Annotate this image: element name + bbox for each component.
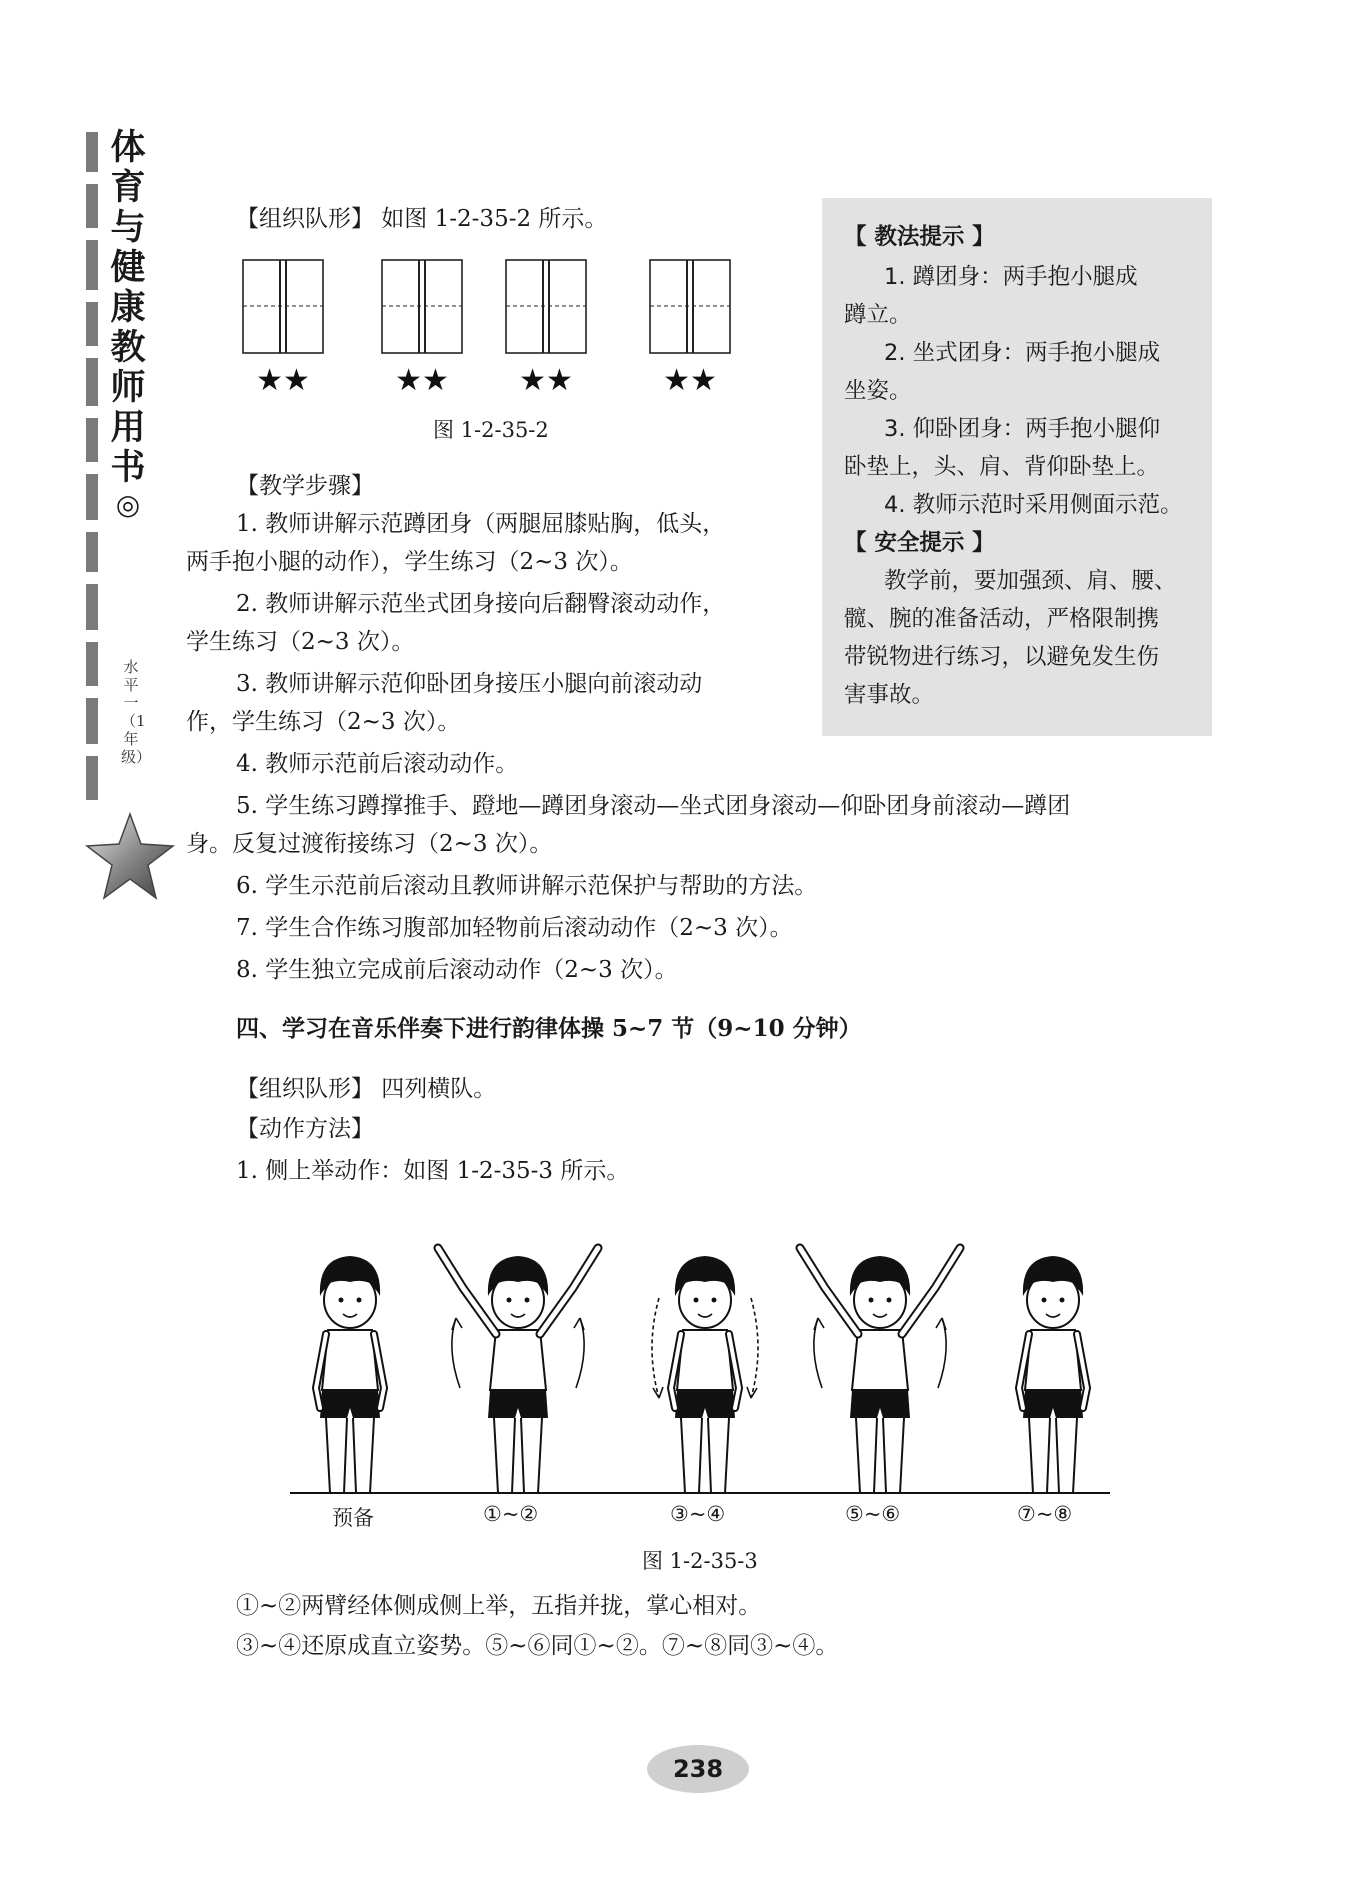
safety-line: 带锐物进行练习，以避免发生伤 [844, 644, 1160, 670]
pose-label: ⑤~⑥ [845, 1502, 901, 1526]
student-stars-4: ★★ [663, 363, 717, 398]
figure-description-line: ③~④还原成直立姿势。⑤~⑥同①~②。⑦~⑧同③~④。 [236, 1633, 839, 1659]
method-heading: 【动作方法】 [236, 1116, 374, 1142]
pose-label: ①~② [483, 1502, 539, 1526]
figure-arm-raise-diagram [280, 1218, 1120, 1533]
pose-label: ⑦~⑧ [1017, 1502, 1073, 1526]
teaching-tips-heading: 【 教法提示 】 [844, 224, 995, 250]
formation-line: 【组织队形】 四列横队。 [236, 1076, 497, 1102]
child-arms-down-1 [652, 1256, 758, 1493]
step-line: 4. 教师示范前后滚动动作。 [236, 751, 519, 777]
step-line: 1. 教师讲解示范蹲团身（两腿屈膝贴胸，低头， [236, 511, 726, 537]
pose-label: ③~④ [670, 1502, 726, 1526]
safety-tips-heading: 【 安全提示 】 [844, 530, 995, 556]
step-line: 8. 学生独立完成前后滚动动作（2~3 次）。 [236, 957, 678, 983]
step-line: 3. 教师讲解示范仰卧团身接压小腿向前滚动动 [236, 671, 703, 697]
step-line: 学生练习（2~3 次）。 [186, 629, 415, 655]
step-line: 5. 学生练习蹲撑推手、蹬地—蹲团身滚动—坐式团身滚动—仰卧团身前滚动—蹲团 [236, 793, 1071, 819]
child-arms-up-1 [438, 1248, 598, 1493]
safety-line: 髋、腕的准备活动，严格限制携 [844, 606, 1160, 632]
step-line: 2. 教师讲解示范坐式团身接向后翻臀滚动动作， [236, 591, 726, 617]
sidebar-decoration-bars [86, 132, 98, 800]
tip-line: 1. 蹲团身：两手抱小腿成 [884, 264, 1138, 290]
formation-line: 【组织队形】 如图 1-2-35-2 所示。 [236, 206, 608, 232]
figure-description-line: ①~②两臂经体侧成侧上举，五指并拢，掌心相对。 [236, 1593, 762, 1619]
step-line: 作，学生练习（2~3 次）。 [186, 709, 461, 735]
tip-line: 2. 坐式团身：两手抱小腿成 [884, 340, 1161, 366]
star-emblem-icon [84, 810, 176, 902]
level-label: 水平一（1年级） [121, 658, 152, 766]
tip-line: 3. 仰卧团身：两手抱小腿仰 [884, 416, 1161, 442]
safety-line: 害事故。 [844, 682, 935, 708]
figure-caption-1: 图 1-2-35-2 [433, 418, 549, 442]
tips-box [822, 198, 1212, 736]
figure-caption-2: 图 1-2-35-3 [642, 1549, 758, 1573]
book-title: 体育与健康教师用书 [110, 127, 146, 488]
figure-mats-diagram [240, 255, 740, 400]
steps-heading: 【教学步骤】 [236, 473, 374, 499]
method-item: 1. 侧上举动作：如图 1-2-35-3 所示。 [236, 1158, 630, 1184]
tip-line: 蹲立。 [844, 302, 912, 328]
tip-line: 4. 教师示范时采用侧面示范。 [884, 492, 1183, 518]
step-line: 两手抱小腿的动作），学生练习（2~3 次）。 [186, 549, 633, 575]
step-line: 6. 学生示范前后滚动且教师讲解示范保护与帮助的方法。 [236, 873, 818, 899]
mat-1 [243, 260, 323, 353]
step-line: 身。反复过渡衔接练习（2~3 次）。 [186, 831, 553, 857]
section-heading: 四、学习在音乐伴奏下进行韵律体操 5~7 节（9~10 分钟） [236, 1015, 862, 1042]
student-stars-3: ★★ [519, 363, 573, 398]
step-line: 7. 学生合作练习腹部加轻物前后滚动动作（2~3 次）。 [236, 915, 793, 941]
child-arms-up-2 [800, 1248, 960, 1493]
child-ready-pose [316, 1256, 384, 1493]
student-stars-2: ★★ [395, 363, 449, 398]
mat-2 [382, 260, 462, 353]
sidebar-mark: ◎ [115, 488, 141, 521]
child-arms-down-2 [1019, 1256, 1087, 1493]
safety-line: 教学前，要加强颈、肩、腰、 [884, 568, 1177, 594]
tip-line: 卧垫上，头、肩、背仰卧垫上。 [844, 454, 1160, 480]
page-number: 238 [647, 1745, 749, 1793]
pose-label: 预备 [332, 1506, 374, 1530]
student-stars-1: ★★ [256, 363, 310, 398]
mat-3 [506, 260, 586, 353]
tip-line: 坐姿。 [844, 378, 912, 404]
mat-4 [650, 260, 730, 353]
